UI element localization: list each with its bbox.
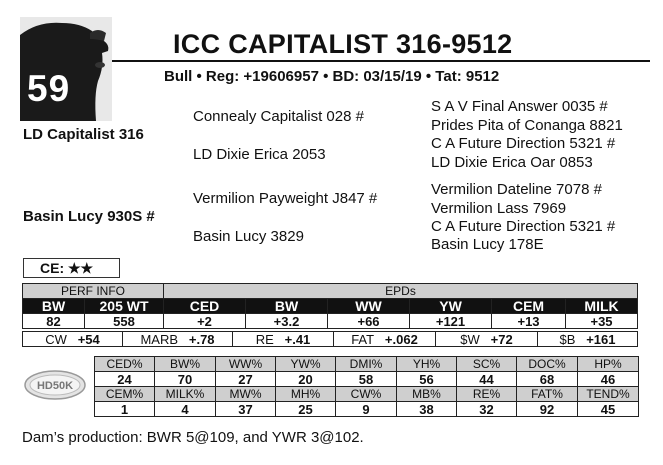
pct-value: 37 xyxy=(216,402,276,417)
hd50k-label: HD50K xyxy=(36,380,74,392)
ggp-1: S A V Final Answer 0035 # xyxy=(431,98,608,115)
dam-dam: Basin Lucy 3829 xyxy=(193,228,304,245)
pct-header: CW% xyxy=(336,387,397,402)
epd-sub-value: +.062 xyxy=(384,331,418,347)
epd-sub-cell xyxy=(334,332,436,347)
epd-sub-value: +72 xyxy=(490,331,513,347)
pct-value: 44 xyxy=(457,372,517,387)
lot-number: 59 xyxy=(27,68,71,109)
ggp-2: Prides Pita of Conanga 8821 xyxy=(431,117,623,134)
ggp-5: Vermilion Dateline 7078 # xyxy=(431,181,602,198)
pct-header: HP% xyxy=(578,357,639,372)
pct-value: 45 xyxy=(578,402,639,417)
pct-value: 32 xyxy=(457,402,517,417)
ggp-8: Basin Lucy 178E xyxy=(431,236,544,253)
sire-name: LD Capitalist 316 xyxy=(23,126,144,143)
ggp-6: Vermilion Lass 7969 xyxy=(431,200,567,217)
epd-sub-label: MARB xyxy=(140,331,179,347)
epd-header: 205 WT xyxy=(85,299,164,314)
epd-header: BW xyxy=(23,299,85,314)
epd-value: +3.2 xyxy=(246,314,328,329)
pct-value: 58 xyxy=(336,372,397,387)
percentile-table xyxy=(94,356,639,417)
ggp-4: LD Dixie Erica Oar 0853 xyxy=(431,154,593,171)
pct-header: MW% xyxy=(216,387,276,402)
epd-sub-cell xyxy=(538,332,638,347)
hd50k-icon xyxy=(24,370,86,400)
pct-header: CED% xyxy=(95,357,155,372)
epd-value: +2 xyxy=(164,314,246,329)
calving-ease-rating: CE: ★★ xyxy=(23,258,120,278)
registration-line: Bull • Reg: +19606957 • BD: 03/15/19 • Tat: 9512 xyxy=(164,68,500,85)
pct-header: BW% xyxy=(155,357,216,372)
epd-sub-value: +54 xyxy=(77,331,100,347)
epd-sub-value: +161 xyxy=(586,331,616,347)
epd-value: +13 xyxy=(492,314,566,329)
pct-value: 4 xyxy=(155,402,216,417)
pct-header: YH% xyxy=(397,357,457,372)
pct-header: SC% xyxy=(457,357,517,372)
epd-sub-label: FAT xyxy=(351,331,375,347)
epd-sub-cell xyxy=(233,332,334,347)
epd-value: +35 xyxy=(566,314,638,329)
pct-value: 68 xyxy=(517,372,578,387)
dam-name: Basin Lucy 930S # xyxy=(23,208,155,225)
sire-dam: LD Dixie Erica 2053 xyxy=(193,146,326,163)
sire-sire: Connealy Capitalist 028 # xyxy=(193,108,364,125)
title-divider xyxy=(112,60,650,62)
pct-value: 20 xyxy=(276,372,336,387)
epd-table xyxy=(22,283,638,329)
perf-info-label: PERF INFO xyxy=(23,284,164,299)
pct-header: YW% xyxy=(276,357,336,372)
pct-value: 24 xyxy=(95,372,155,387)
dam-sire: Vermilion Payweight J847 # xyxy=(193,190,378,207)
pct-value: 1 xyxy=(95,402,155,417)
ggp-7: C A Future Direction 5321 # xyxy=(431,218,616,235)
pct-value: 25 xyxy=(276,402,336,417)
pct-header: RE% xyxy=(457,387,517,402)
pct-header: CEM% xyxy=(95,387,155,402)
epd-sub-cell xyxy=(123,332,233,347)
epd-sub-label: RE xyxy=(255,331,274,347)
pct-value: 70 xyxy=(155,372,216,387)
pct-header: WW% xyxy=(216,357,276,372)
epd-sub-value: +.78 xyxy=(188,331,215,347)
epd-sub-table xyxy=(22,331,638,347)
pct-header: FAT% xyxy=(517,387,578,402)
epd-sub-label: $W xyxy=(460,331,480,347)
hd50k-badge xyxy=(24,370,86,400)
pct-value: 56 xyxy=(397,372,457,387)
pct-value: 9 xyxy=(336,402,397,417)
pct-header: DOC% xyxy=(517,357,578,372)
epd-header: WW xyxy=(328,299,410,314)
pct-header: MB% xyxy=(397,387,457,402)
pct-value: 27 xyxy=(216,372,276,387)
epd-sub-value: +.41 xyxy=(284,331,311,347)
epd-value: 558 xyxy=(85,314,164,329)
epd-value: +66 xyxy=(328,314,410,329)
epd-header: CEM xyxy=(492,299,566,314)
pct-value: 46 xyxy=(578,372,639,387)
epds-label: EPDs xyxy=(164,284,638,299)
epd-sub-label: $B xyxy=(559,331,576,347)
epd-sub-cell xyxy=(23,332,123,347)
pct-header: TEND% xyxy=(578,387,639,402)
pct-header: MH% xyxy=(276,387,336,402)
ggp-3: C A Future Direction 5321 # xyxy=(431,135,616,152)
epd-header: YW xyxy=(410,299,492,314)
dams-production: Dam’s production: BWR 5@109, and YWR 3@102. xyxy=(22,429,364,446)
animal-name: ICC CAPITALIST 316-9512 xyxy=(173,29,513,59)
pct-header: MILK% xyxy=(155,387,216,402)
epd-sub-label: CW xyxy=(45,331,67,347)
pct-value: 38 xyxy=(397,402,457,417)
epd-sub-cell xyxy=(436,332,538,347)
epd-header: BW xyxy=(246,299,328,314)
pct-value: 92 xyxy=(517,402,578,417)
epd-value: +121 xyxy=(410,314,492,329)
pct-header: DMI% xyxy=(336,357,397,372)
epd-value: 82 xyxy=(23,314,85,329)
epd-header: MILK xyxy=(566,299,638,314)
epd-header: CED xyxy=(164,299,246,314)
